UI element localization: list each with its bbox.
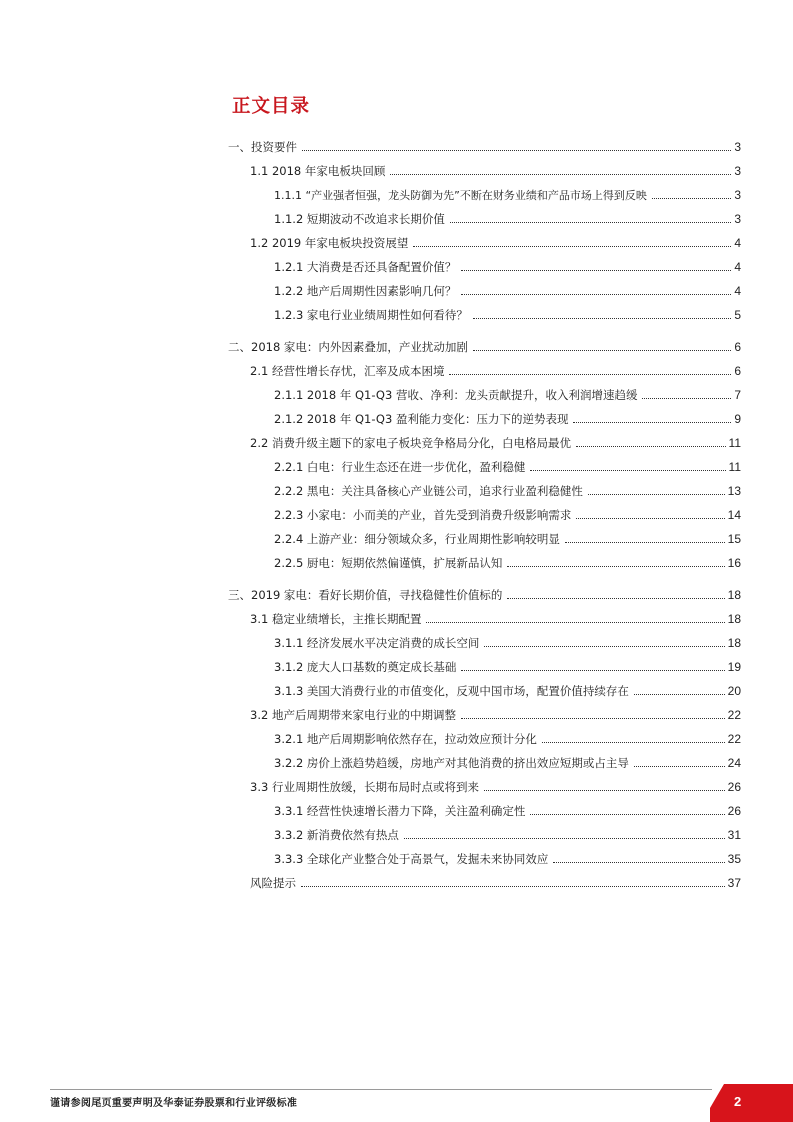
footer-disclaimer: 谨请参阅尾页重要声明及华泰证券股票和行业评级标准 (50, 1098, 298, 1109)
toc-entry-text: 3.3.2 新消费依然有热点 (274, 828, 399, 842)
dot-leader (652, 198, 731, 199)
toc-entry-page: 18 (727, 612, 741, 626)
toc-entry-page: 19 (727, 660, 741, 674)
toc-entry[interactable] (250, 236, 741, 250)
toc-entry-text: 3.1.2 庞大人口基数的奠定成长基础 (274, 660, 457, 674)
toc-title: 正文目录 (232, 96, 311, 117)
toc-entry-text: 2.2.3 小家电：小而美的产业，首先受到消费升级影响需求 (274, 508, 572, 522)
toc-entry-text: 三、2019 家电：看好长期价值，寻找稳健性价值标的 (228, 588, 503, 602)
toc-entry-page: 4 (734, 236, 741, 250)
toc-entry-page: 14 (727, 508, 741, 522)
dot-leader (461, 294, 731, 295)
dot-leader (507, 598, 724, 599)
toc-entry-page: 37 (727, 876, 741, 890)
toc-entry-text: 1.1.1 “产业强者恒强，龙头防御为先”不断在财务业绩和产品市场上得到反映 (274, 189, 647, 202)
dot-leader (542, 742, 725, 743)
toc-entry-text: 2.2.5 厨电：短期依然偏谨慎，扩展新品认知 (274, 556, 503, 570)
dot-leader (450, 222, 731, 223)
dot-leader (634, 766, 725, 767)
dot-leader (588, 494, 725, 495)
toc-entry-page: 22 (727, 732, 741, 746)
dot-leader (404, 838, 725, 839)
toc-entry-page: 24 (727, 756, 741, 770)
toc-entry[interactable] (250, 708, 741, 722)
toc-entry[interactable] (250, 780, 741, 794)
toc-entry-page: 26 (727, 780, 741, 794)
toc-entry-text: 1.1.2 短期波动不改追求长期价值 (274, 212, 445, 226)
toc-entry-text: 3.1.3 美国大消费行业的市值变化，反观中国市场，配置价值持续存在 (274, 684, 629, 698)
toc-entry-text: 1.2.1 大消费是否还具备配置价值？ (274, 260, 457, 274)
dot-leader (573, 422, 731, 423)
dot-leader (301, 886, 725, 887)
toc-entry[interactable] (274, 508, 741, 522)
toc-entry[interactable] (250, 164, 741, 178)
dot-leader (461, 670, 724, 671)
toc-entry[interactable] (274, 660, 741, 674)
toc-entry-text: 3.3.1 经营性快速增长潜力下降，关注盈利确定性 (274, 804, 526, 818)
dot-leader (634, 694, 725, 695)
toc-entry-page: 26 (727, 804, 741, 818)
toc-entry-page: 6 (734, 364, 741, 378)
toc-entry-text: 1.2.2 地产后周期性因素影响几何？ (274, 284, 457, 298)
page-number-badge (710, 1084, 793, 1122)
toc-entry[interactable] (250, 364, 741, 378)
toc-entry[interactable] (274, 388, 741, 402)
toc-entry-text: 2.1.1 2018 年 Q1-Q3 营收、净利：龙头贡献提升，收入利润增速趋缓 (274, 388, 638, 402)
toc-entry-page: 31 (727, 828, 741, 842)
toc-entry[interactable] (274, 460, 741, 474)
toc-entry-text: 3.1.1 经济发展水平决定消费的成长空间 (274, 636, 480, 650)
toc-entry[interactable] (274, 212, 741, 226)
dot-leader (507, 566, 724, 567)
dot-leader (390, 174, 731, 175)
toc-entry-text: 3.2.1 地产后周期影响依然存在，拉动效应预计分化 (274, 732, 537, 746)
toc-entry-page: 3 (734, 140, 741, 154)
dot-leader (642, 398, 731, 399)
toc-entry-text: 2.2.2 黑电：关注具备核心产业链公司，追求行业盈利稳健性 (274, 484, 583, 498)
toc-entry-page: 18 (727, 588, 741, 602)
toc-entry[interactable] (274, 260, 741, 274)
toc-entry-page: 11 (728, 460, 741, 474)
toc-entry-text: 风险提示 (250, 876, 296, 890)
toc-entry[interactable] (250, 436, 741, 450)
toc-entry-page: 22 (727, 708, 741, 722)
toc-entry-text: 1.2.3 家电行业业绩周期性如何看待？ (274, 308, 468, 322)
toc-entry[interactable] (250, 876, 741, 890)
footer-divider (50, 1089, 712, 1090)
toc-entry-page: 3 (734, 164, 741, 178)
toc-entry[interactable] (228, 340, 741, 354)
dot-leader (530, 470, 725, 471)
dot-leader (576, 446, 726, 447)
toc-entry-page: 15 (727, 532, 741, 546)
dot-leader (484, 646, 724, 647)
toc-entry-text: 2.1 经营性增长存忧，汇率及成本困境 (250, 364, 445, 378)
dot-leader (473, 318, 731, 319)
dot-leader (530, 814, 724, 815)
toc-entry-text: 二、2018 家电：内外因素叠加，产业扰动加剧 (228, 340, 468, 354)
toc-entry-page: 5 (734, 308, 741, 322)
toc-entry-page: 4 (734, 284, 741, 298)
toc-entry-page: 11 (728, 436, 741, 450)
toc-entry-text: 2.1.2 2018 年 Q1-Q3 盈利能力变化：压力下的逆势表现 (274, 412, 569, 426)
toc-entry[interactable] (274, 412, 741, 426)
toc-entry-text: 1.2 2019 年家电板块投资展望 (250, 236, 409, 250)
toc-entry-text: 3.3 行业周期性放缓，长期布局时点或将到来 (250, 780, 479, 794)
toc-entry-page: 3 (734, 188, 741, 202)
toc-entry-page: 6 (734, 340, 741, 354)
toc-entry-text: 3.1 稳定业绩增长，主推长期配置 (250, 612, 422, 626)
toc-entry[interactable] (274, 532, 741, 546)
dot-leader (473, 350, 731, 351)
toc-entry[interactable] (274, 756, 741, 770)
toc-entry-page: 16 (727, 556, 741, 570)
toc-entry[interactable] (274, 684, 741, 698)
toc-entry-text: 2.2 消费升级主题下的家电子板块竞争格局分化，白电格局最优 (250, 436, 571, 450)
toc-entry[interactable] (274, 308, 741, 322)
dot-leader (461, 718, 725, 719)
dot-leader (553, 862, 724, 863)
dot-leader (484, 790, 725, 791)
toc-entry-text: 2.2.1 白电：行业生态还在进一步优化，盈利稳健 (274, 460, 526, 474)
toc-entry-page: 4 (734, 260, 741, 274)
toc-entry-page: 7 (734, 388, 741, 402)
toc-entry-page: 3 (734, 212, 741, 226)
toc-entry-text: 2.2.4 上游产业：细分领域众多，行业周期性影响较明显 (274, 532, 560, 546)
toc-entry-page: 20 (727, 684, 741, 698)
toc-entry-text: 3.3.3 全球化产业整合处于高景气，发掘未来协同效应 (274, 852, 549, 866)
dot-leader (426, 622, 724, 623)
toc-entry[interactable] (274, 732, 741, 746)
toc-entry-page: 9 (734, 412, 741, 426)
toc-entry-page: 18 (727, 636, 741, 650)
toc-entry[interactable] (274, 828, 741, 842)
dot-leader (413, 246, 731, 247)
toc-entry-page: 35 (727, 852, 741, 866)
dot-leader (302, 150, 731, 151)
toc-entry[interactable] (274, 852, 741, 866)
dot-leader (576, 518, 724, 519)
toc-entry[interactable] (250, 612, 741, 626)
page-number: 2 (734, 1094, 742, 1109)
toc-entry[interactable] (274, 188, 741, 203)
toc-entry-page: 13 (727, 484, 741, 498)
toc-entry-text: 1.1 2018 年家电板块回顾 (250, 164, 386, 178)
toc-entry[interactable] (274, 484, 741, 498)
toc-entry[interactable] (274, 636, 741, 650)
toc-entry[interactable] (228, 588, 741, 602)
toc-entry[interactable] (274, 284, 741, 298)
toc-entry-text: 一、投资要件 (228, 140, 297, 154)
toc-entry[interactable] (228, 140, 741, 154)
dot-leader (461, 270, 731, 271)
dot-leader (565, 542, 725, 543)
toc-entry[interactable] (274, 804, 741, 818)
dot-leader (449, 374, 731, 375)
toc-entry-text: 3.2 地产后周期带来家电行业的中期调整 (250, 708, 456, 722)
toc-entry[interactable] (274, 556, 741, 570)
toc-entry-text: 3.2.2 房价上涨趋势趋缓，房地产对其他消费的挤出效应短期或占主导 (274, 756, 629, 770)
